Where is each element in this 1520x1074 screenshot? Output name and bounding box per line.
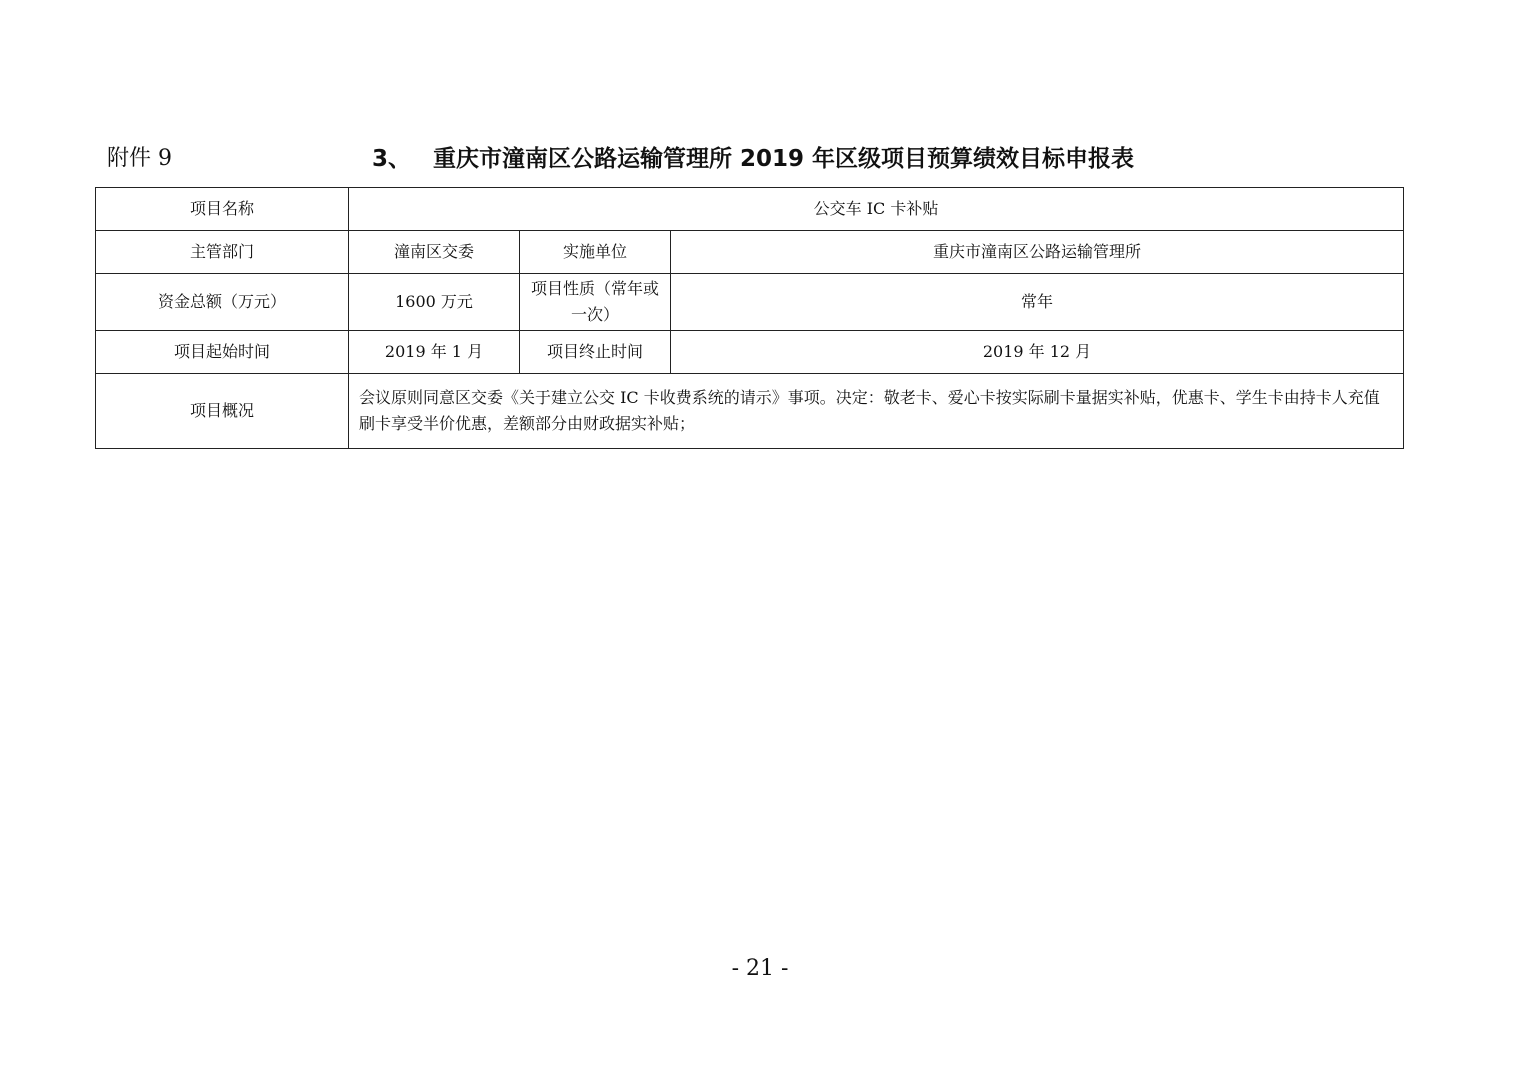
table-row xyxy=(96,188,1404,231)
document-title xyxy=(372,143,1134,175)
page-number: - 21 - xyxy=(731,956,789,981)
total-funds-label: 资金总额（万元） xyxy=(96,274,349,331)
title-number: 3、 xyxy=(372,146,412,172)
start-time-label: 项目起始时间 xyxy=(96,331,349,374)
implementing-unit-label: 实施单位 xyxy=(520,231,671,274)
table-row xyxy=(96,231,1404,274)
budget-performance-table xyxy=(95,187,1404,449)
department-value: 潼南区交委 xyxy=(349,231,520,274)
end-time-value: 2019 年 12 月 xyxy=(671,331,1404,374)
table-row xyxy=(96,374,1404,449)
project-nature-label: 项目性质（常年或一次） xyxy=(520,274,671,331)
table-row xyxy=(96,274,1404,331)
overview-label: 项目概况 xyxy=(96,374,349,449)
total-funds-value: 1600 万元 xyxy=(349,274,520,331)
start-time-value: 2019 年 1 月 xyxy=(349,331,520,374)
implementing-unit-value: 重庆市潼南区公路运输管理所 xyxy=(671,231,1404,274)
attachment-label: 附件 9 xyxy=(107,146,172,171)
overview-value: 会议原则同意区交委《关于建立公交 IC 卡收费系统的请示》事项。决定：敬老卡、爱心卡按实际刷卡量据实补贴，优惠卡、学生卡由持卡人充值刷卡享受半价优惠，差额部分由财政据实补贴； xyxy=(349,374,1404,449)
title-text: 重庆市潼南区公路运输管理所 2019 年区级项目预算绩效目标申报表 xyxy=(433,146,1135,172)
end-time-label: 项目终止时间 xyxy=(520,331,671,374)
department-label: 主管部门 xyxy=(96,231,349,274)
project-nature-value: 常年 xyxy=(671,274,1404,331)
table-row xyxy=(96,331,1404,374)
project-name-value: 公交车 IC 卡补贴 xyxy=(349,188,1404,231)
project-name-label: 项目名称 xyxy=(96,188,349,231)
